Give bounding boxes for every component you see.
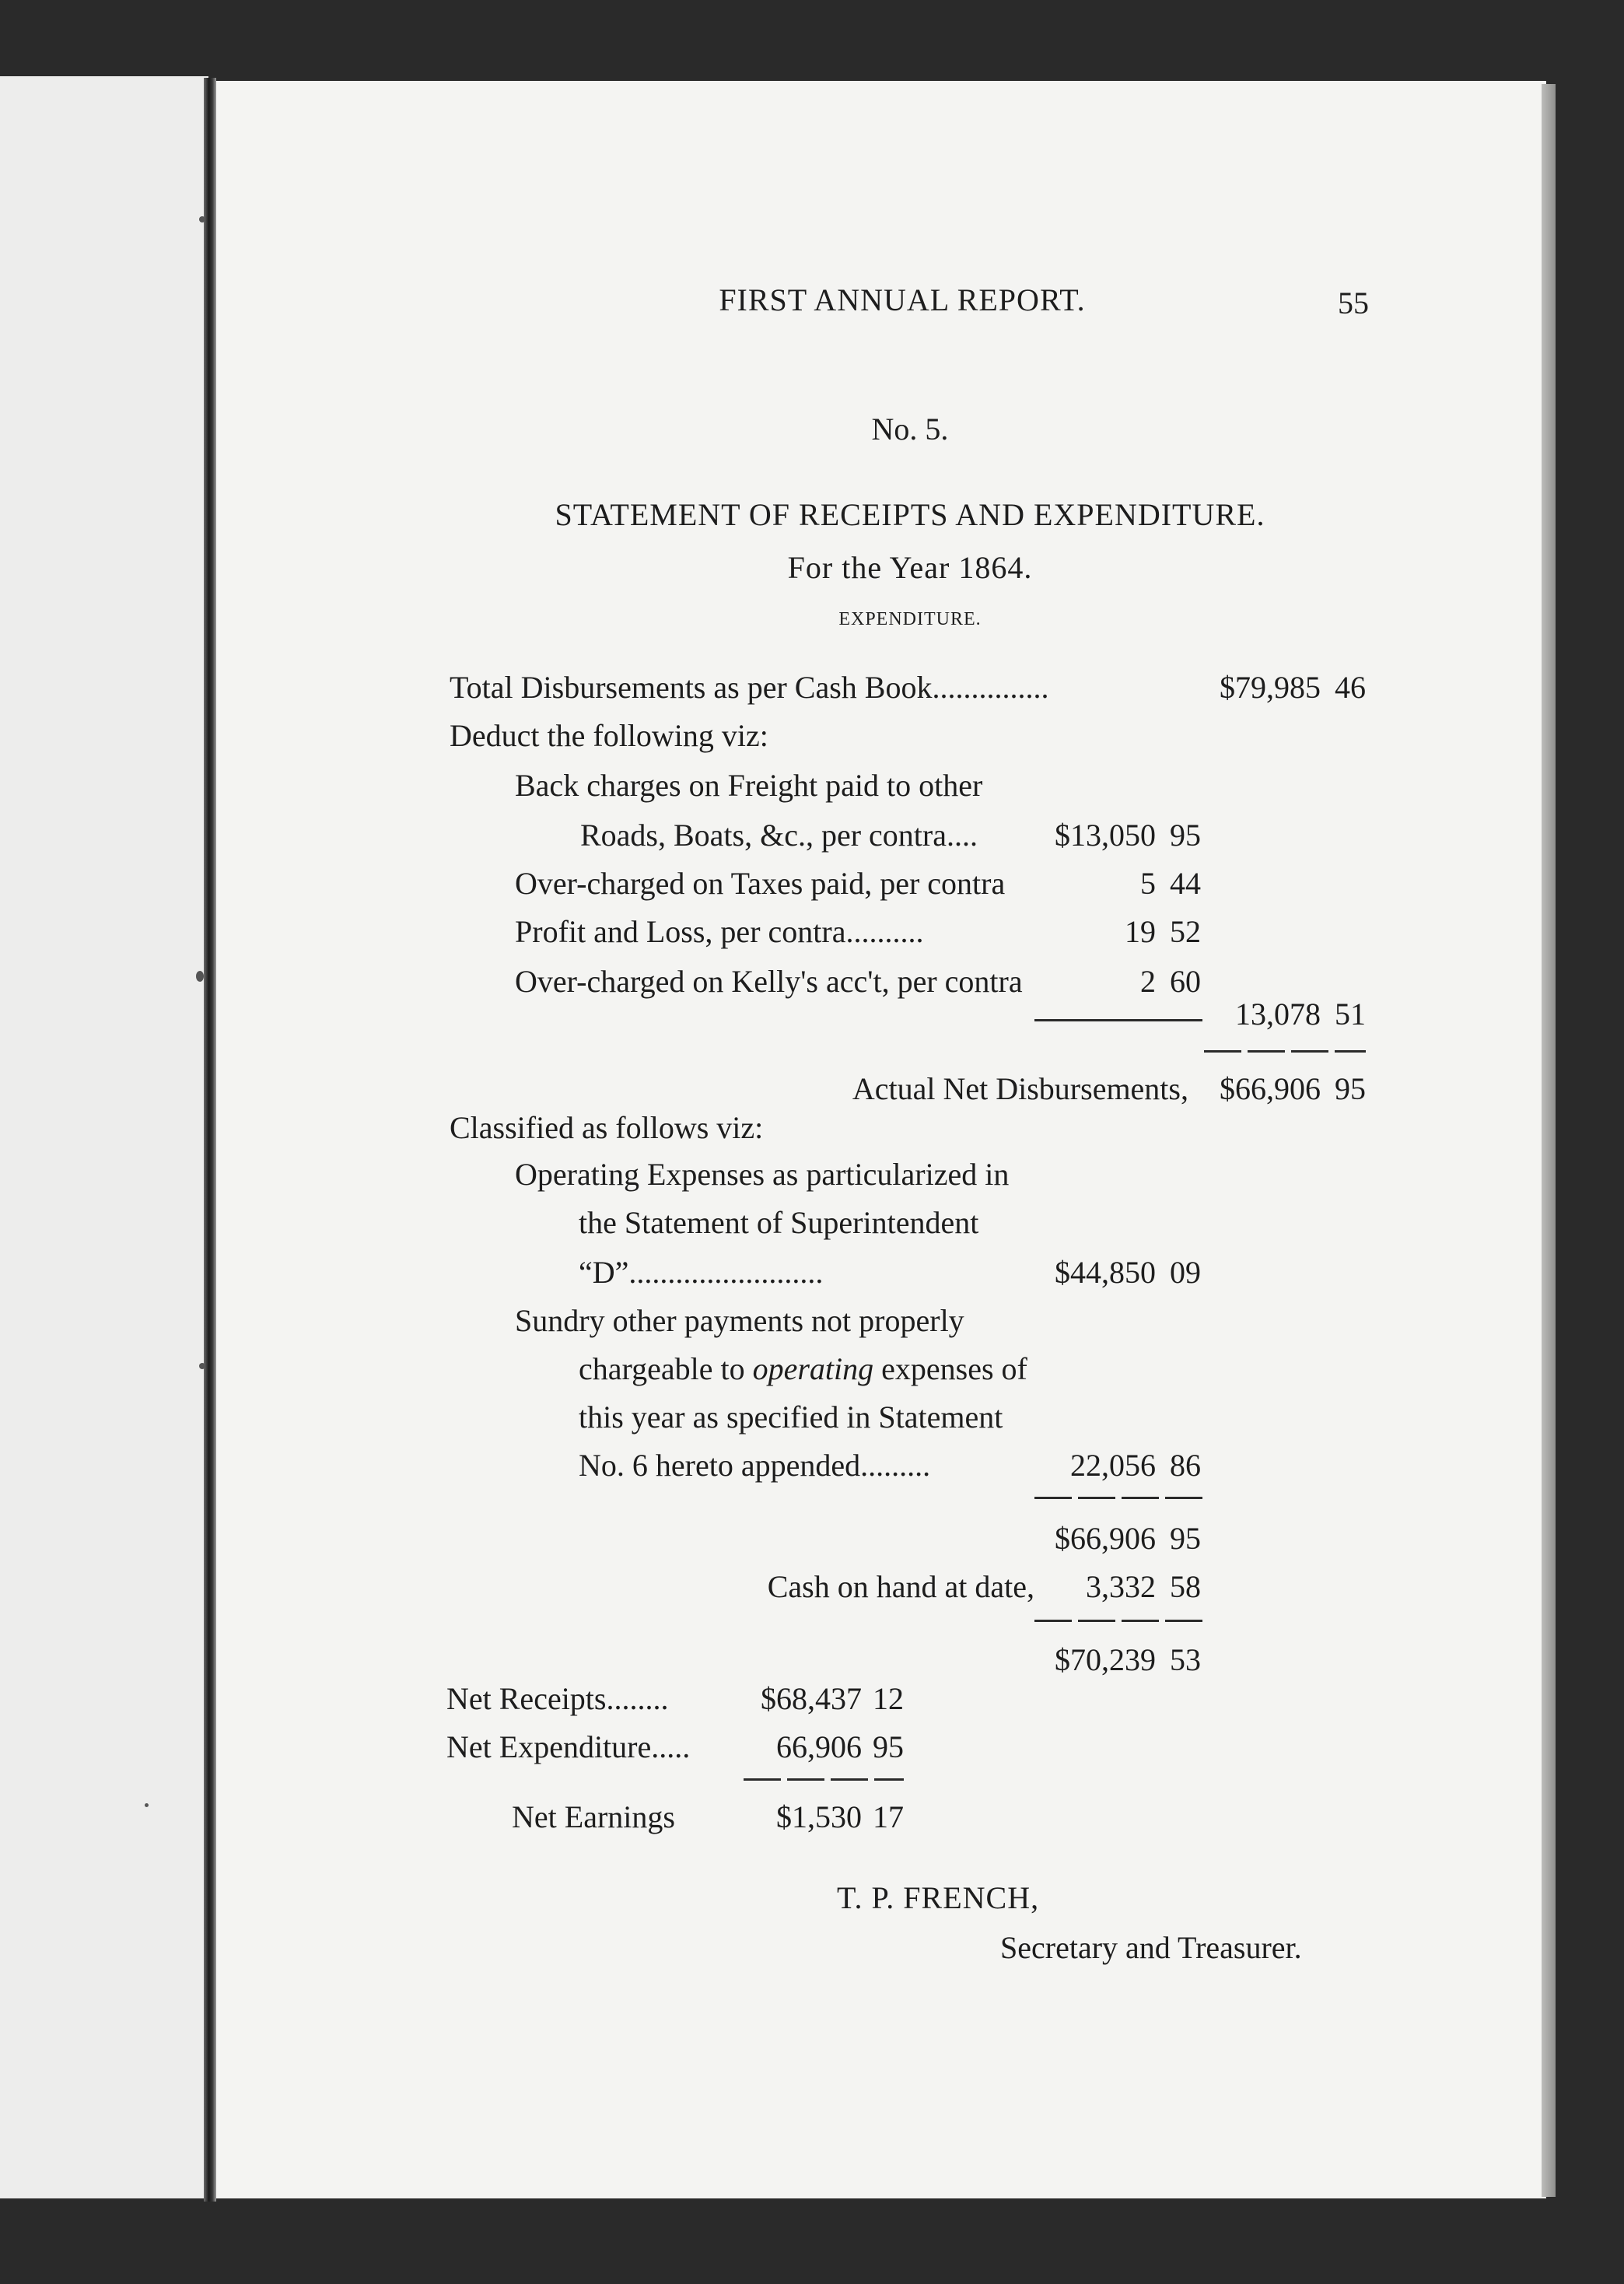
speck: [145, 1803, 149, 1807]
profit-loss-dollars: 19: [1125, 914, 1156, 949]
operating-line-1: Operating Expenses as particularized in: [515, 1157, 1010, 1192]
net-expenditure-dollars: 66,906: [776, 1729, 862, 1764]
total-disbursements-dollars: $79,985: [1220, 670, 1321, 705]
statement-number: No. 5.: [871, 412, 949, 447]
kelly-label: Over-charged on Kelly's acc't, per contra: [515, 964, 1023, 999]
net-earnings-label: Net Earnings: [512, 1799, 675, 1834]
sundry-line-4: No. 6 hereto appended.........: [579, 1448, 931, 1483]
signatory-name: T. P. FRENCH,: [837, 1880, 1040, 1915]
net-receipts-dollars: $68,437: [761, 1681, 862, 1716]
section-heading: EXPENDITURE.: [838, 609, 982, 629]
taxes-cents: 44: [1170, 866, 1201, 901]
net-receipts-cents: 12: [873, 1681, 904, 1716]
statement-title: STATEMENT OF RECEIPTS AND EXPENDITURE.: [555, 497, 1265, 532]
sundry-line-2: chargeable to operating expenses of: [579, 1351, 1027, 1386]
taxes-dollars: 5: [1140, 866, 1156, 901]
sundry-dollars: 22,056: [1070, 1448, 1156, 1483]
back-charges-dollars: $13,050: [1055, 818, 1156, 853]
net-disbursements-cents: 95: [1335, 1071, 1366, 1106]
profit-loss-cents: 52: [1170, 914, 1201, 949]
taxes-label: Over-charged on Taxes paid, per contra: [515, 866, 1006, 901]
back-charges-line-1: Back charges on Freight paid to other: [515, 768, 983, 803]
back-charges-line-2: Roads, Boats, &c., per contra....: [580, 818, 978, 853]
statement-subtitle: For the Year 1864.: [787, 550, 1033, 585]
grand-total-cents: 53: [1170, 1642, 1201, 1677]
deduct-total-dollars: 13,078: [1235, 997, 1321, 1032]
sum-rule: [744, 1778, 904, 1781]
net-expenditure-label: Net Expenditure.....: [446, 1729, 691, 1764]
total-disbursements-cents: 46: [1335, 670, 1366, 705]
speck: [199, 1363, 205, 1369]
kelly-dollars: 2: [1140, 964, 1156, 999]
net-disbursements-dollars: $66,906: [1220, 1071, 1321, 1106]
running-title: FIRST ANNUAL REPORT.: [719, 282, 1086, 317]
net-earnings-cents: 17: [873, 1799, 904, 1834]
kelly-cents: 60: [1170, 964, 1201, 999]
cash-on-hand-dollars: 3,332: [1086, 1569, 1156, 1604]
operating-line-3: “D”.........................: [579, 1255, 824, 1290]
emphasis-operating: operating: [752, 1351, 874, 1386]
sundry-cents: 86: [1170, 1448, 1201, 1483]
left-page: [0, 76, 208, 2198]
cash-on-hand-label: Cash on hand at date,: [767, 1569, 1034, 1604]
grand-total-dollars: $70,239: [1055, 1642, 1156, 1677]
speck: [196, 971, 204, 982]
net-receipts-label: Net Receipts........: [446, 1681, 669, 1716]
operating-cents: 09: [1170, 1255, 1201, 1290]
deduct-total-cents: 51: [1335, 997, 1366, 1032]
signatory-role: Secretary and Treasurer.: [1000, 1930, 1302, 1965]
sundry-line-1: Sundry other payments not properly: [515, 1303, 964, 1338]
deduct-label: Deduct the following viz:: [450, 718, 768, 753]
total-disbursements-label: Total Disbursements as per Cash Book...............: [450, 670, 1049, 705]
sum-rule: [1034, 1620, 1202, 1622]
back-charges-cents: 95: [1170, 818, 1201, 853]
cash-on-hand-cents: 58: [1170, 1569, 1201, 1604]
subtotal-cents: 95: [1170, 1521, 1201, 1556]
net-expenditure-cents: 95: [873, 1729, 904, 1764]
book-gutter: [204, 78, 216, 2202]
speck: [199, 216, 205, 222]
page-number: 55: [1338, 286, 1369, 321]
page-edge: [1542, 84, 1556, 2197]
classified-label: Classified as follows viz:: [450, 1110, 764, 1145]
sundry-line-3: this year as specified in Statement: [579, 1399, 1003, 1435]
profit-loss-label: Profit and Loss, per contra..........: [515, 914, 924, 949]
sum-rule: [1204, 1050, 1366, 1053]
operating-dollars: $44,850: [1055, 1255, 1156, 1290]
net-disbursements-label: Actual Net Disbursements,: [852, 1071, 1188, 1106]
operating-line-2: the Statement of Superintendent: [579, 1205, 979, 1240]
subtotal-dollars: $66,906: [1055, 1521, 1156, 1556]
sum-rule: [1034, 1497, 1202, 1499]
net-earnings-dollars: $1,530: [776, 1799, 862, 1834]
